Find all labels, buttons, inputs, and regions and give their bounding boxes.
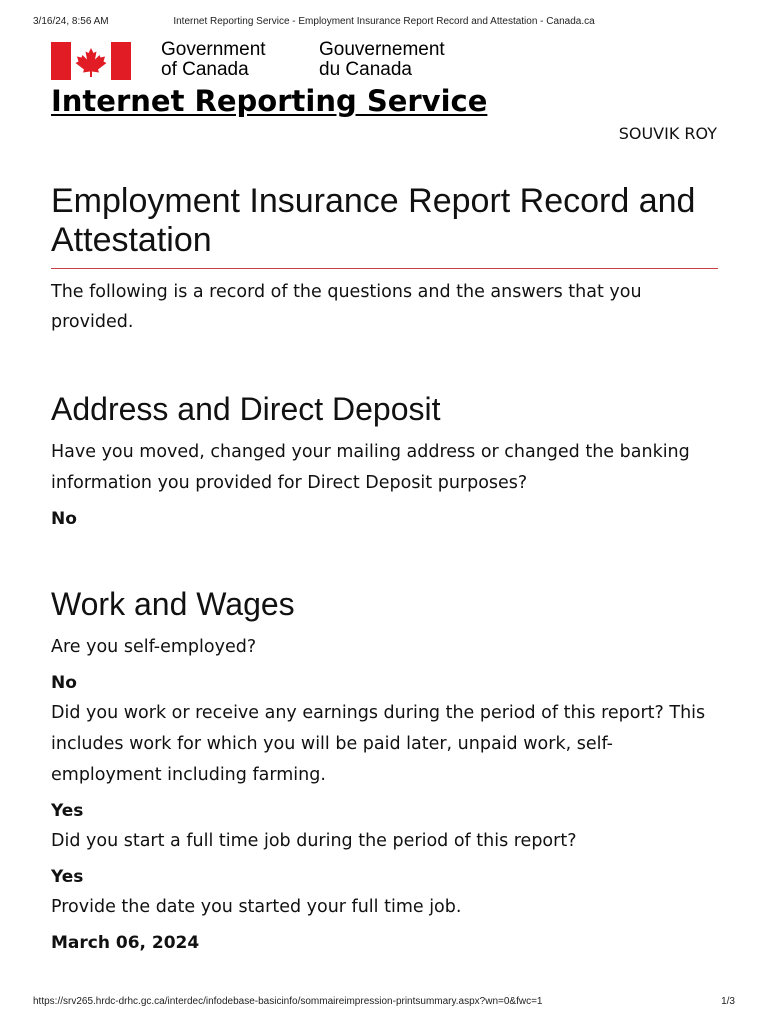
answer-text: No [51,673,77,693]
section-heading: Address and Direct Deposit [51,391,441,427]
question-text: Are you self-employed? [51,637,257,657]
answer-text: Yes [51,867,84,887]
answer-text: March 06, 2024 [51,933,200,953]
intro-text: The following is a record of the questions and the answers that you provided. [51,282,642,332]
wordmark-fr-line1: Gouvernement [319,39,445,60]
page-heading: Employment Insurance Report Record and Attestation [51,182,718,269]
print-footer [33,996,735,1007]
wordmark-en-line2: of Canada [161,59,249,80]
site-title-link[interactable]: Internet Reporting Service [51,84,488,118]
question-text: Have you moved, changed your mailing address or changed the banking information you provided for Direct Deposit purposes? [51,442,690,493]
print-timestamp: 3/16/24, 8:56 AM [33,16,109,27]
wordmark-english [161,40,266,80]
answer-text: No [51,509,77,529]
page-number: 1/3 [721,996,735,1007]
question-text: Did you work or receive any earnings during the period of this report? This includes work for which you will be paid later, unpaid work, self-employment including farming. [51,703,706,785]
question-text: Did you start a full time job during the period of this report? [51,831,577,851]
report-content [51,182,718,956]
print-document-title: Internet Reporting Service - Employment Insurance Report Record and Attestation - Canada.ca [173,16,595,27]
question-text: Provide the date you started your full time job. [51,897,462,917]
wordmark-french [319,40,445,80]
section-work-and-wages [51,584,718,956]
section-address-direct-deposit [51,389,718,532]
canada-flag-icon [51,42,131,80]
print-url: https://srv265.hrdc-drhc.gc.ca/interdec/infodebase-basicinfo/sommaireimpression-printsummary.aspx?wn=0&fwc=1 [33,996,543,1007]
wordmark-fr-line2: du Canada [319,59,412,80]
user-name: SOUVIK ROY [618,124,717,143]
wordmark-en-line1: Government [161,39,266,60]
section-heading: Work and Wages [51,586,295,622]
answer-text: Yes [51,801,84,821]
